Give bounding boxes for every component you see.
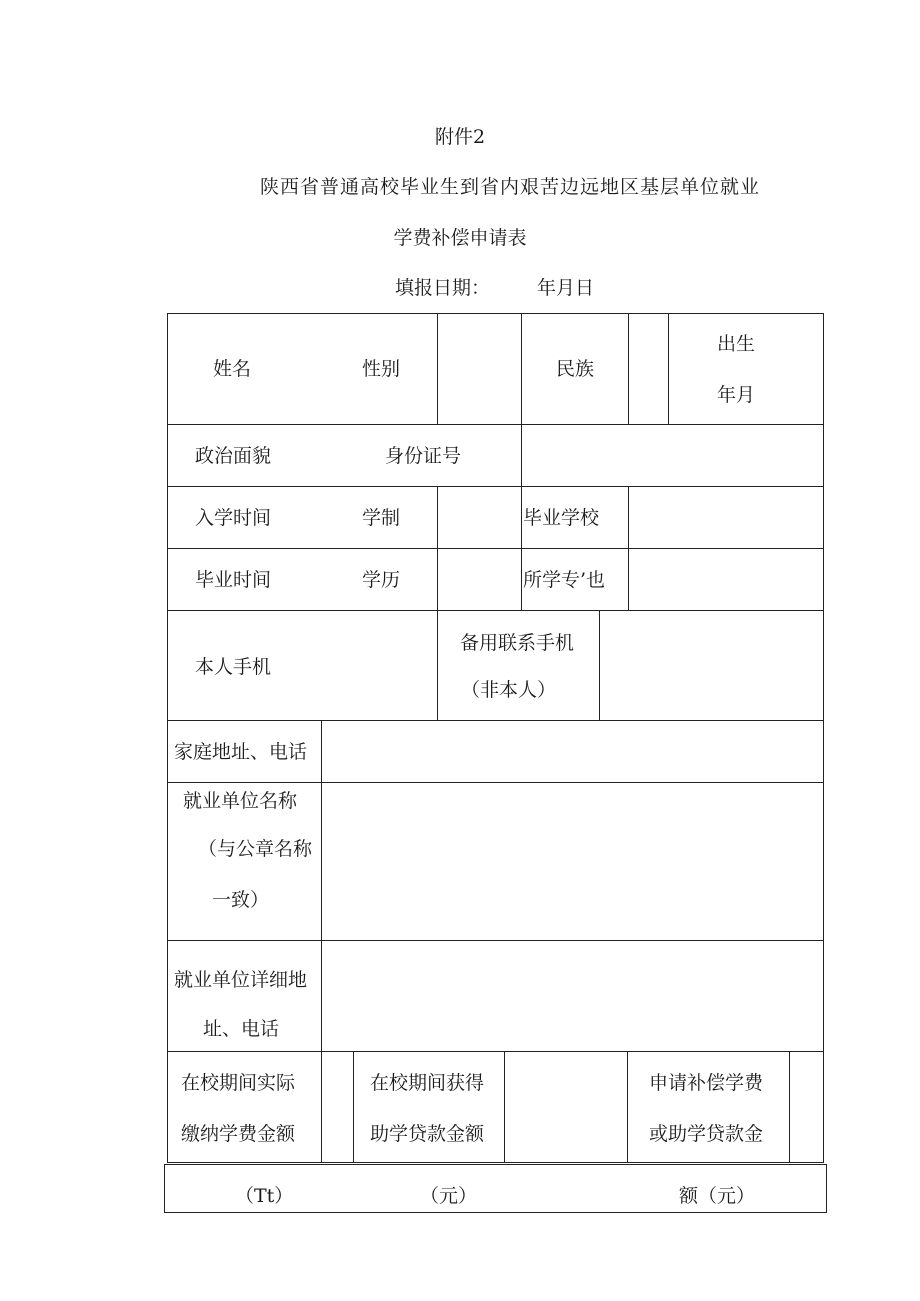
label-birth-line1: 出生 [717,333,756,355]
label-schooling-length: 学制 [362,507,401,529]
label-own-phone: 本人手机 [195,656,272,678]
label-major: 所学专’也 [523,569,606,591]
date-suffix: 年月日 [537,277,595,299]
label-id-number: 身份证号 [385,445,462,467]
label-name: 姓名 [213,358,252,380]
label-compensation-line2: 或助学贷款金 [649,1123,764,1145]
label-home-address: 家庭地址、电话 [174,741,308,763]
label-backup-phone-line2: （非本人） [461,679,557,701]
label-graduate-school: 毕业学校 [523,507,600,529]
label-graduate-time: 毕业时间 [195,569,272,591]
label-gender: 性别 [362,358,401,380]
label-enroll-time: 入学时间 [195,507,272,529]
label-political-status: 政治面貌 [195,445,272,467]
form-title-line1: 陕西省普通高校毕业生到省内艰苦边远地区基层单位就业 [259,176,760,198]
label-tuition-paid-line2: 缴纳学费金额 [181,1123,296,1145]
label-compensation-line1: 申请补偿学费 [649,1072,764,1094]
label-birth-line2: 年月 [717,384,756,406]
label-employer-name-line1: 就业单位名称 [183,790,298,812]
label-loan-received-unit: （元） [420,1185,478,1207]
attachment-label: 附件2 [434,126,486,148]
label-compensation-unit: 额（元） [679,1185,756,1207]
form-title-line2: 学费补偿申请表 [393,227,527,249]
label-education: 学历 [362,569,401,591]
label-loan-received-line1: 在校期间获得 [370,1072,485,1094]
label-ethnicity: 民族 [556,358,595,380]
label-tuition-paid-unit: （Tt） [235,1185,294,1207]
label-employer-name-line3: 一致） [212,889,270,911]
label-employer-address-line2: 址、电话 [203,1018,280,1040]
label-tuition-paid-line1: 在校期间实际 [181,1072,296,1094]
label-employer-address-line1: 就业单位详细地 [174,969,308,991]
date-label: 填报日期： [395,277,491,299]
label-employer-name-line2: （与公章名称 [198,838,313,860]
label-loan-received-line2: 助学贷款金额 [370,1123,485,1145]
label-backup-phone-line1: 备用联系手机 [460,632,575,654]
